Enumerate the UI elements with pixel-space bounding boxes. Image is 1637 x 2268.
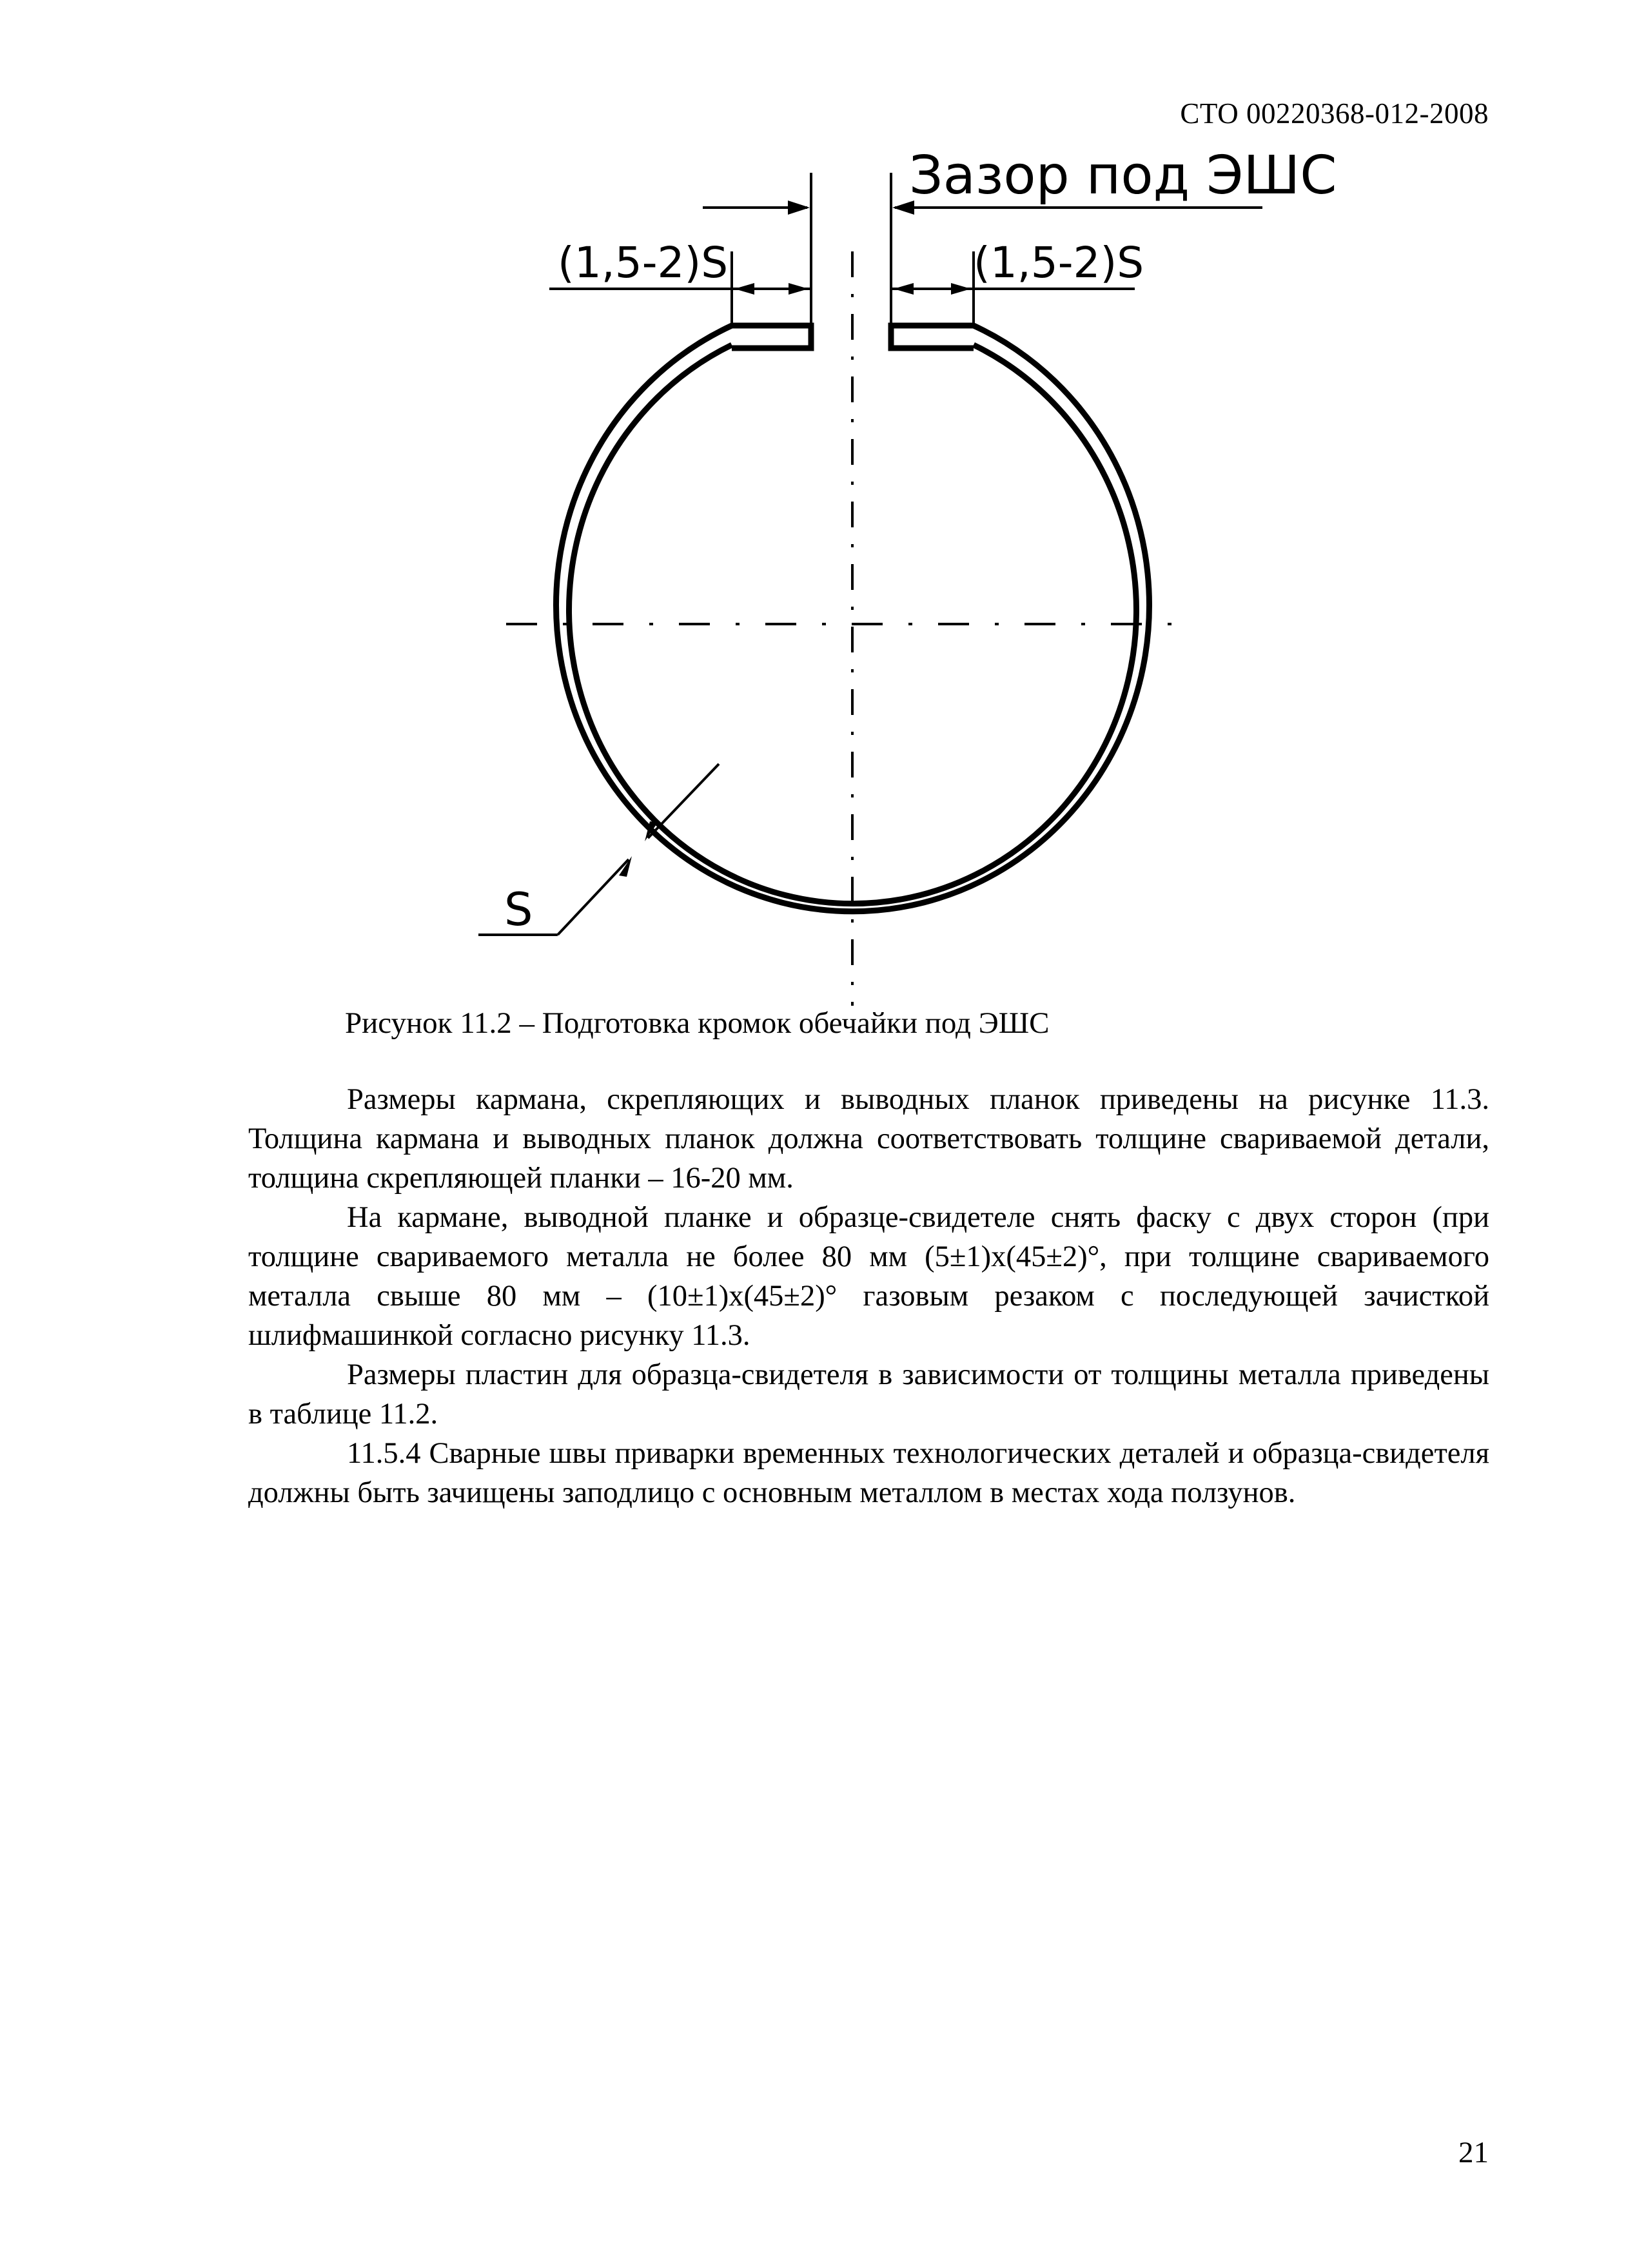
figure-caption: Рисунок 11.2 – Подготовка кромок обечайки под ЭШС — [345, 1006, 1050, 1040]
right-edge-flat — [891, 326, 974, 348]
shell-edge-figure — [0, 0, 1637, 1044]
paragraph: На кармане, выводной планке и образце-свидетеле снять фаску с двух сторон (при толщине свариваемого металла не более 80 мм (5±1)х(45±2)°, при толщине свариваемого металла свыше 80 мм – (10±1)х(45±2)° газовым резаком с последующей зачисткой шлифмашинкой согласно рисунку 11.3. — [248, 1201, 1489, 1352]
right-dim-label: (1,5-2)S — [974, 238, 1144, 288]
paragraph: Размеры кармана, скрепляющих и выводных планок приведены на рисунке 11.3. Толщина кармана и выводных планок должна соответствовать толщине свариваемой детали, толщина скрепляющей планки – 16-20 мм. — [248, 1083, 1489, 1195]
paragraph: Размеры пластин для образца-свидетеля в зависимости от толщины металла приведены в таблице 11.2. — [248, 1358, 1489, 1431]
paragraph: 11.5.4 Сварные швы приварки временных технологических деталей и образца-свидетеля должны быть зачищены заподлицо с основным металлом в местах хода ползунов. — [248, 1437, 1489, 1509]
thickness-label: S — [504, 883, 533, 936]
body-text — [248, 1080, 1489, 1512]
left-edge-flat — [732, 326, 811, 348]
left-dim-label: (1,5-2)S — [558, 238, 729, 288]
gap-label: Зазор под ЭШС — [909, 145, 1337, 206]
document-code: СТО 00220368-012-2008 — [1180, 97, 1489, 130]
page-number: 21 — [1458, 2136, 1489, 2169]
